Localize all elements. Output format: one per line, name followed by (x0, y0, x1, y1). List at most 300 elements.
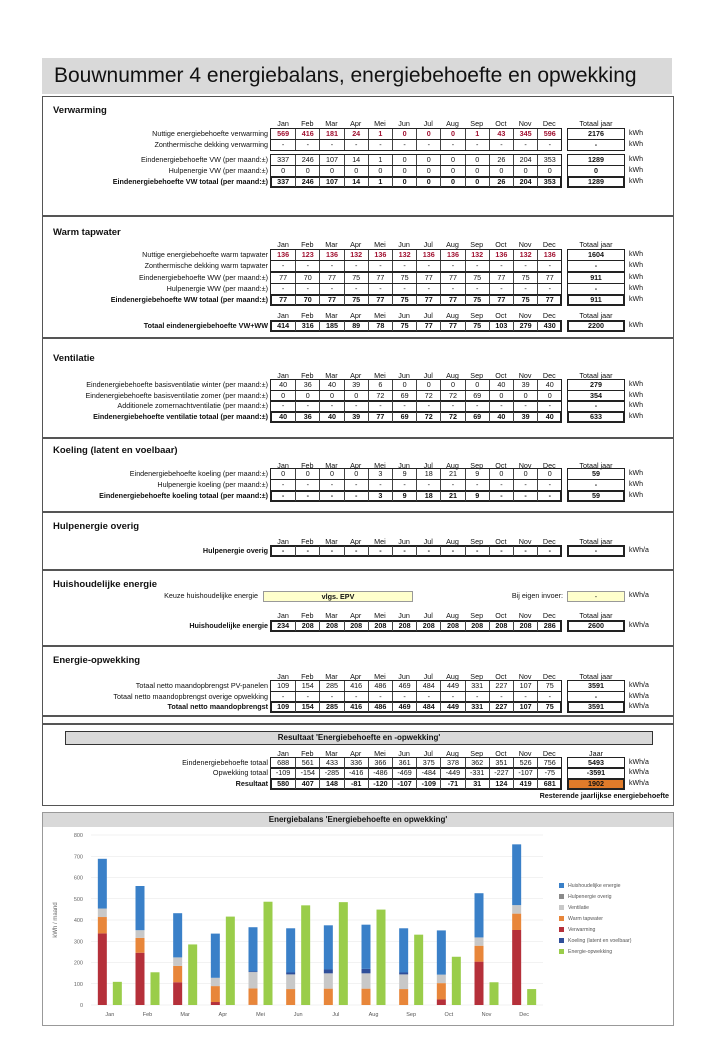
row-label: Totaal netto maandopbrengst overige opwekking (113, 692, 268, 701)
month-header: Sep (470, 672, 484, 681)
month-header: Jun (398, 240, 410, 249)
value-cell: 136 (416, 250, 440, 260)
legend-label: Ventilatie (568, 905, 590, 911)
x-tick-label: Nov (481, 1012, 492, 1018)
value-cell: - (295, 261, 319, 271)
month-header: Mei (374, 672, 386, 681)
bar-ventilatie (324, 973, 333, 988)
result-cell: -484 (416, 768, 440, 778)
month-header: Jul (423, 749, 433, 758)
value-cell: - (368, 140, 392, 150)
month-header: Aug (446, 371, 459, 380)
y-tick-label: 600 (73, 875, 83, 882)
month-header: Dec (542, 119, 556, 128)
value-cell: - (295, 692, 319, 702)
legend-label: Energie-opwekking (568, 949, 613, 955)
own-input-value: - (567, 591, 625, 602)
bar-energie-opwekking (264, 902, 273, 1005)
bar-verwarming (98, 933, 107, 1005)
value-cell: 36 (295, 412, 319, 422)
bar-koeling-latent-en-voelbaar- (249, 971, 258, 972)
value-cell: 0 (513, 469, 537, 479)
value-cell: 77 (416, 273, 440, 283)
bar-energie-opwekking (226, 917, 235, 1005)
value-cell: 109 (277, 702, 290, 711)
bar-huishoudelijke-energie (437, 930, 446, 974)
value-cell: 69 (465, 412, 489, 422)
value-cell: 0 (489, 391, 513, 401)
value-cell: 486 (368, 681, 392, 691)
month-header: Sep (470, 537, 484, 546)
value-cell: 0 (319, 166, 343, 176)
value-cell: - (368, 261, 392, 271)
x-tick-label: Jul (332, 1012, 340, 1018)
value-cell: 107 (513, 681, 537, 691)
value-cell: - (537, 491, 561, 501)
result-label: Opwekking totaal (212, 768, 268, 777)
row-label: Totaal netto maandopbrengst PV-panelen (135, 681, 268, 690)
bar-energie-opwekking (490, 982, 499, 1005)
unit-label: kWh (629, 413, 643, 420)
value-cell: 353 (537, 155, 561, 165)
month-header: Dec (542, 240, 556, 249)
value-cell: 75 (392, 295, 416, 305)
unit-label: kWh (629, 392, 643, 399)
value-cell: - (440, 480, 464, 490)
value-cell: 208 (368, 621, 392, 631)
total-value: 2200 (588, 321, 604, 330)
value-cell: 204 (513, 177, 537, 187)
month-header: Feb (301, 537, 314, 546)
month-header: Jun (398, 611, 410, 620)
value-cell: 69 (465, 391, 489, 401)
value-cell: 0 (465, 380, 489, 390)
result-cell: 336 (344, 758, 368, 768)
value-cell: - (513, 140, 537, 150)
value-cell: 416 (344, 681, 368, 691)
value-cell: 14 (344, 155, 368, 165)
value-cell: 0 (281, 166, 286, 175)
value-cell: 132 (344, 250, 368, 260)
result-cell: 351 (489, 758, 513, 768)
value-cell: 246 (295, 155, 319, 165)
value-cell: 9 (465, 469, 489, 479)
value-cell: 353 (537, 177, 561, 187)
month-header: Jul (423, 672, 433, 681)
value-cell: - (319, 480, 343, 490)
bar-ventilatie (399, 974, 408, 989)
month-header: Aug (446, 119, 459, 128)
total-header: Totaal jaar (579, 311, 613, 320)
month-header: Oct (495, 461, 507, 470)
own-input-label: Bij eigen invoer: (511, 591, 563, 600)
value-cell: 0 (295, 469, 319, 479)
value-cell: - (392, 401, 416, 411)
value-cell: 1 (368, 177, 392, 187)
value-cell: 0 (392, 177, 416, 187)
value-cell: 77 (368, 412, 392, 422)
value-cell: 69 (392, 391, 416, 401)
value-cell: 449 (440, 702, 464, 712)
value-cell: - (368, 480, 392, 490)
bar-energie-opwekking (377, 910, 386, 1005)
value-cell: 0 (465, 166, 489, 176)
value-cell: 72 (440, 412, 464, 422)
value-cell: - (281, 401, 285, 410)
value-cell: 18 (416, 491, 440, 501)
row-label: Eindenergiebehoefte VW (per maand:±) (140, 155, 268, 164)
month-header: Apr (350, 371, 362, 380)
energy-balance-chart (42, 812, 674, 1026)
value-cell: - (416, 692, 440, 702)
month-header: Mei (374, 461, 386, 470)
value-cell: - (513, 546, 537, 556)
month-header: Aug (446, 749, 459, 758)
value-cell: 77 (416, 295, 440, 305)
section-divider (43, 715, 673, 717)
value-cell: 484 (416, 681, 440, 691)
value-cell: 227 (489, 681, 513, 691)
month-header: Aug (446, 611, 459, 620)
value-cell: - (319, 284, 343, 294)
value-cell: 208 (489, 621, 513, 631)
value-cell: 75 (465, 273, 489, 283)
bar-warm-tapwater (324, 989, 333, 1005)
month-header: Dec (542, 461, 556, 470)
month-header: Oct (495, 672, 507, 681)
value-cell: 24 (344, 129, 368, 139)
value-cell: 40 (489, 380, 513, 390)
bar-ventilatie (136, 930, 145, 938)
value-cell: - (440, 546, 464, 556)
x-tick-label: Mar (180, 1012, 190, 1018)
result-cell: 124 (489, 779, 513, 789)
value-cell: - (489, 491, 513, 501)
value-cell: 208 (513, 621, 537, 631)
value-cell: - (440, 401, 464, 411)
bar-verwarming (475, 962, 484, 1005)
month-header: Feb (301, 749, 314, 758)
month-header: Mei (374, 119, 386, 128)
x-tick-label: Jan (105, 1012, 115, 1018)
value-cell: 484 (416, 702, 440, 712)
value-cell: 0 (465, 155, 489, 165)
bar-huishoudelijke-energie (399, 928, 408, 972)
value-cell: - (368, 284, 392, 294)
section-title: Huishoudelijke energie (53, 579, 157, 590)
value-cell: 154 (295, 681, 319, 691)
value-cell: - (281, 284, 285, 293)
month-header: Feb (301, 461, 314, 470)
value-cell: - (465, 261, 489, 271)
row-label: Eindenergiebehoefte WW totaal (per maand:±) (110, 295, 268, 304)
result-cell: 580 (277, 779, 290, 788)
value-cell: 107 (319, 177, 343, 187)
value-cell: 77 (319, 295, 343, 305)
value-cell: 75 (513, 295, 537, 305)
bar-ventilatie (475, 937, 484, 945)
month-header: Jan (277, 371, 289, 380)
value-cell: - (344, 546, 368, 556)
month-header: Aug (446, 240, 459, 249)
value-cell: - (344, 401, 368, 411)
total-value: 911 (590, 273, 602, 282)
month-header: Apr (350, 672, 362, 681)
month-header: Feb (301, 611, 314, 620)
value-cell: 0 (392, 155, 416, 165)
unit-label: kWh/a (629, 769, 649, 776)
result-cell: -416 (344, 768, 368, 778)
row-label: Huishoudelijke energie (189, 621, 268, 630)
value-cell: 208 (319, 621, 343, 631)
value-cell: - (344, 480, 368, 490)
value-cell: 40 (319, 380, 343, 390)
result-cell: 688 (277, 758, 290, 767)
bar-energie-opwekking (301, 905, 310, 1005)
x-tick-label: Mei (256, 1012, 265, 1018)
value-cell: 0 (513, 166, 537, 176)
value-cell: - (295, 491, 319, 501)
value-cell: 136 (277, 250, 290, 259)
value-cell: 70 (295, 273, 319, 283)
value-cell: 77 (440, 295, 464, 305)
month-header: Aug (446, 672, 459, 681)
month-header: Oct (495, 119, 507, 128)
row-label: Totaal eindenergiebehoefte VW+WW (143, 321, 268, 330)
value-cell: 316 (295, 321, 319, 331)
unit-label: kWh (629, 156, 643, 163)
month-header: Apr (350, 311, 362, 320)
result-cell: -107 (392, 779, 416, 789)
row-label: Nuttige energiebehoefte verwarming (152, 129, 268, 138)
value-cell: - (513, 491, 537, 501)
value-cell: 40 (489, 412, 513, 422)
bar-energie-opwekking (188, 944, 197, 1005)
x-tick-label: Sep (406, 1012, 417, 1018)
section-title: Energie-opwekking (53, 655, 141, 666)
month-header: Oct (495, 371, 507, 380)
result-footnote: Resterende jaarlijkse energiebehoefte (539, 791, 669, 800)
value-cell: 345 (513, 129, 537, 139)
month-header: Mei (374, 311, 386, 320)
row-label: Totaal netto maandopbrengst (167, 702, 268, 711)
section-title: Ventilatie (53, 353, 95, 364)
bar-warm-tapwater (362, 989, 371, 1005)
total-value: - (594, 401, 598, 410)
value-cell: 285 (319, 681, 343, 691)
value-cell: 0 (368, 166, 392, 176)
value-cell: - (416, 284, 440, 294)
total-header: Totaal jaar (579, 371, 613, 380)
month-header: Dec (542, 611, 556, 620)
unit-label: kWh/a (629, 682, 649, 689)
value-cell: - (295, 480, 319, 490)
value-cell: 0 (489, 166, 513, 176)
value-cell: 0 (440, 155, 464, 165)
unit-label: kWh (629, 322, 643, 329)
value-cell: - (513, 401, 537, 411)
value-cell: - (537, 401, 561, 411)
value-cell: 75 (344, 295, 368, 305)
value-cell: - (392, 480, 416, 490)
month-header: Apr (350, 611, 362, 620)
value-cell: - (489, 480, 513, 490)
value-cell: - (392, 261, 416, 271)
value-cell: 185 (319, 321, 343, 331)
month-header: Mar (325, 311, 338, 320)
value-cell: 0 (440, 177, 464, 187)
value-cell: 181 (319, 129, 343, 139)
total-value: 911 (590, 295, 602, 304)
value-cell: 0 (416, 380, 440, 390)
total-header: Totaal jaar (579, 119, 613, 128)
value-cell: 40 (319, 412, 343, 422)
month-header: Mei (374, 537, 386, 546)
month-header: Dec (542, 311, 556, 320)
month-header: Mar (325, 119, 338, 128)
total-value: 3591 (588, 702, 604, 711)
bar-verwarming (173, 982, 182, 1005)
bar-ventilatie (362, 973, 371, 988)
result-cell: -469 (392, 768, 416, 778)
legend-swatch (559, 916, 564, 921)
value-cell: 430 (537, 321, 561, 331)
month-header: Jan (277, 240, 289, 249)
legend-swatch (559, 883, 564, 888)
legend-label: Huishoudelijke energie (568, 883, 621, 889)
value-cell: 208 (392, 621, 416, 631)
month-header: Apr (350, 240, 362, 249)
value-cell: - (295, 140, 319, 150)
unit-label: kWh (629, 492, 643, 499)
bar-energie-opwekking (452, 957, 461, 1005)
bar-warm-tapwater (475, 946, 484, 962)
month-header: Jan (277, 672, 289, 681)
value-cell: - (392, 140, 416, 150)
value-cell: - (281, 480, 285, 489)
unit-label: kWh (629, 141, 643, 148)
total-value: 1289 (588, 155, 604, 164)
month-header: Jul (423, 371, 433, 380)
value-cell: - (440, 692, 464, 702)
result-cell: 407 (295, 779, 319, 789)
month-header: Apr (350, 749, 362, 758)
total-value: 3591 (588, 681, 604, 690)
value-cell: 0 (416, 129, 440, 139)
bar-verwarming (512, 930, 521, 1005)
value-cell: 107 (319, 155, 343, 165)
value-cell: - (537, 261, 561, 271)
value-cell: - (281, 261, 285, 270)
x-tick-label: Dec (519, 1012, 530, 1018)
value-cell: 39 (513, 412, 537, 422)
y-tick-label: 700 (73, 854, 83, 861)
value-cell: 286 (537, 621, 561, 631)
choice-label: Keuze huishoudelijke energie (164, 591, 258, 600)
legend-swatch (559, 938, 564, 943)
value-cell: - (465, 284, 489, 294)
row-label: Eindenergiebehoefte ventilatie totaal (per maand:±) (93, 412, 268, 421)
value-cell: 75 (392, 321, 416, 331)
month-header: Jan (277, 311, 289, 320)
value-cell: - (344, 491, 368, 501)
value-cell: 77 (368, 295, 392, 305)
bar-huishoudelijke-energie (136, 886, 145, 930)
value-cell: 89 (344, 321, 368, 331)
month-header: Dec (542, 672, 556, 681)
row-label: Hulpenergie WW (per maand:±) (166, 284, 268, 293)
section-divider (43, 645, 673, 647)
value-cell: 0 (416, 155, 440, 165)
value-cell: - (465, 692, 489, 702)
choice-value: vlgs. EPV (263, 591, 413, 602)
result-cell: -81 (344, 779, 368, 789)
result-cell: 433 (319, 758, 343, 768)
month-header: Mar (325, 461, 338, 470)
row-label: Nuttige energiebehoefte warm tapwater (142, 250, 268, 259)
x-tick-label: Feb (142, 1012, 153, 1018)
value-cell: - (465, 140, 489, 150)
result-cell: -154 (295, 768, 319, 778)
total-header: Totaal jaar (579, 611, 613, 620)
x-tick-label: Aug (368, 1012, 379, 1018)
legend-label: Verwarming (568, 927, 596, 933)
page-title-bar (42, 58, 672, 94)
total-value: 2176 (588, 129, 604, 138)
unit-label: kWh/a (629, 780, 649, 787)
value-cell: 569 (277, 129, 290, 138)
bar-huishoudelijke-energie (475, 893, 484, 937)
total-value: 2600 (588, 621, 604, 630)
bar-warm-tapwater (98, 917, 107, 933)
total-value: - (594, 261, 598, 270)
value-cell: - (319, 692, 343, 702)
section-divider (43, 437, 673, 439)
result-divider (43, 723, 673, 725)
total-value: - (594, 692, 598, 701)
month-header: Jul (423, 611, 433, 620)
month-header: Mar (325, 371, 338, 380)
value-cell: 26 (489, 177, 513, 187)
month-header: Oct (495, 537, 507, 546)
result-cell: 375 (416, 758, 440, 768)
value-cell: 208 (295, 621, 319, 631)
result-cell: -107 (513, 768, 537, 778)
unit-label: kWh (629, 285, 643, 292)
value-cell: 0 (392, 129, 416, 139)
value-cell: 0 (281, 469, 286, 478)
bar-ventilatie (286, 974, 295, 989)
result-cell: 362 (465, 758, 489, 768)
total-header: Totaal jaar (579, 461, 613, 470)
value-cell: - (368, 546, 392, 556)
row-label: Hulpenergie overig (202, 546, 268, 555)
value-cell: 109 (277, 681, 290, 690)
value-cell: - (489, 401, 513, 411)
value-cell: 77 (279, 273, 288, 282)
value-cell: - (537, 546, 561, 556)
value-cell: - (295, 284, 319, 294)
result-cell: 681 (537, 779, 561, 789)
month-header: Jan (277, 119, 289, 128)
value-cell: 75 (465, 295, 489, 305)
value-cell: 77 (279, 295, 288, 304)
value-cell: - (489, 261, 513, 271)
total-value: 279 (590, 380, 602, 389)
section-divider (43, 337, 673, 339)
value-cell: - (465, 480, 489, 490)
value-cell: 40 (279, 380, 288, 389)
